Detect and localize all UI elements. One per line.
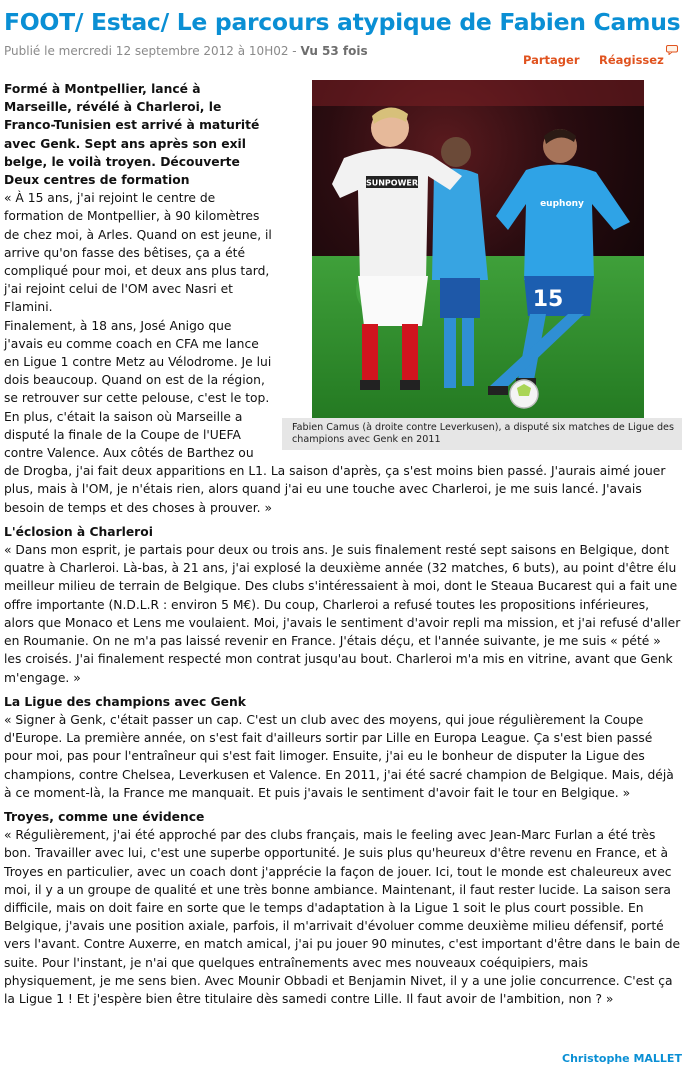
section-charleroi xyxy=(4,523,682,687)
react-button[interactable]: Réagissez xyxy=(599,53,664,67)
section-paragraph: Finalement, à 18 ans, José Anigo que j'avais eu comme coach en CFA me lance en Ligue 1 contre Metz au Vélodrome. Je lui dois beaucoup. Quand on est de la région, se retrouver sur cette pelouse, c'est le top. xyxy=(4,318,272,406)
section-heading: La Ligue des champions avec Genk xyxy=(4,694,246,709)
section-heading: L'éclosion à Charleroi xyxy=(4,524,153,539)
photo-caption: Fabien Camus (à droite contre Leverkusen), a disputé six matches de Ligue des champions avec Genk en 2011 xyxy=(282,418,682,450)
section-paragraph: En plus, c'était la saison où Marseille a disputé la finale de la Coupe de l'UEFA contre Valence. Aux côtés de Barthez ou de Drogba, j'ai fait deux apparitions en L1. La saison d'après, ça s'est moins bien passé. J'aurais aimé jouer plus, mais à l'OM, je n'étais rien, alors quand j'ai eu une touche avec Charleroi, je me suis lancé. J'avais besoin de temps et des choses à prouver. » xyxy=(4,409,666,515)
section-paragraph: « Dans mon esprit, je partais pour deux ou trois ans. Je suis finalement resté sept saisons en Belgique, dont quatre à Charleroi. Là-bas, à 21 ans, j'ai explosé la deuxième année (32 matches, 6 buts), au point d'être élu meilleur milieu de terrain de Belgique. Des clubs s'intéressaient à moi, dont le Steaua Bucarest qui a fait une offre importante (N.D.L.R : environ 5 M€). Du coup, Charleroi a refusé toutes les propositions inférieures, alors que Monaco et Lens me voulaient. Moi, j'avais le sentiment d'avoir repli ma mission, et j'ai refusé d'aller en Roumanie. On ne m'a pas laissé revenir en France. J'étais déçu, et l'année suivante, je me suis « pété » les croisés. J'ai finalement respecté mon contrat jusqu'au bout. Charleroi m'a mis en vitrine, avant que Genk m'engage. » xyxy=(4,543,681,685)
article-author: Christophe MALLET xyxy=(562,1052,682,1065)
meta-separator: - xyxy=(288,44,301,58)
article-figure xyxy=(282,80,682,450)
publication-meta xyxy=(4,44,368,58)
article-title: FOOT/ Estac/ Le parcours atypique de Fabien Camus xyxy=(4,8,681,36)
svg-text:euphony: euphony xyxy=(540,199,584,209)
section-paragraph: « Signer à Genk, c'était passer un cap. C'est un club avec des moyens, qui joue régulièrement la Coupe d'Europe. La première année, on s'est fait d'ailleurs sortir par Lille en Europa League. Ça s'est bien passé pour moi, pas pour l'entraîneur qui s'est fait limoger. Ensuite, j'ai eu le bonheur de disputer la Ligue des champions, contre Chelsea, Leverkusen et Valence. En 2011, j'ai été sacré champion de Belgique. Mais, déjà à ce moment-là, la France me manquait. Et puis j'avais le sentiment d'avoir fait le tour en Belgique. » xyxy=(4,712,674,800)
share-button[interactable]: Partager xyxy=(523,53,580,67)
svg-text:15: 15 xyxy=(532,287,564,312)
svg-text:SUNPOWER: SUNPOWER xyxy=(365,178,419,188)
section-paragraph: « Régulièrement, j'ai été approché par des clubs français, mais le feeling avec Jean-Marc Furlan a été très bon. Travailler avec lui, c'est une superbe opportunité. Je suis plus qu'heureux d'être revenu en France, et à Troyes en particulier, avec un coach dont j'apprécie la façon de jouer. Ici, tout le monde est chaleureux avec moi, il y a un groupe de qualité et une très bonne ambiance. Maintenant, il faut rester lucide. La saison sera difficile, mais on doit faire en sorte que le temps d'adaptation à la Ligue 1 soit le plus court possible. En Belgique, j'avais une position axiale, parfois, il m'arrivait d'évoluer comme deuxième milieu défensif, porté vers l'avant. Contre Auxerre, en match amical, j'ai pu jouer 90 minutes, c'est important d'être dans le bain de suite. Pour l'instant, je n'ai que quelques entraînements avec mes nouveaux coéquipiers, mais physiquement, je me sens bien. Avec Mounir Obbadi et Benjamin Nivet, il y a une jolie concurrence. C'est ça la Ligue 1 ! Et j'espère bien être titulaire dès samedi contre Lille. Il faut avoir de l'ambition, non ? » xyxy=(4,828,681,1006)
section-troyes xyxy=(4,808,682,1008)
article-lead: Formé à Montpellier, lancé à Marseille, révélé à Charleroi, le Franco-Tunisien est arrivé à maturité avec Genk. Sept ans après son exil belge, le voilà troyen. Découverte xyxy=(4,82,260,169)
view-count: Vu 53 fois xyxy=(300,44,368,58)
article-body xyxy=(4,80,682,1014)
comment-bubble-icon[interactable] xyxy=(666,45,678,55)
section-paragraph: « À 15 ans, j'ai rejoint le centre de formation de Montpellier, à 90 kilomètres de chez moi, à Arles. Quand on est jeune, il arrive qu'on fasse des bêtises, ça a été compliqué pour moi, et deux ans plus tard, j'ai rejoint celui de l'OM avec Nasri et Flamini. xyxy=(4,191,272,315)
section-genk xyxy=(4,693,682,802)
section-heading: Troyes, comme une évidence xyxy=(4,809,205,824)
article-photo xyxy=(312,80,644,418)
published-date: Publié le mercredi 12 septembre 2012 à 10H02 xyxy=(4,44,289,58)
section-heading: Deux centres de formation xyxy=(4,173,190,188)
